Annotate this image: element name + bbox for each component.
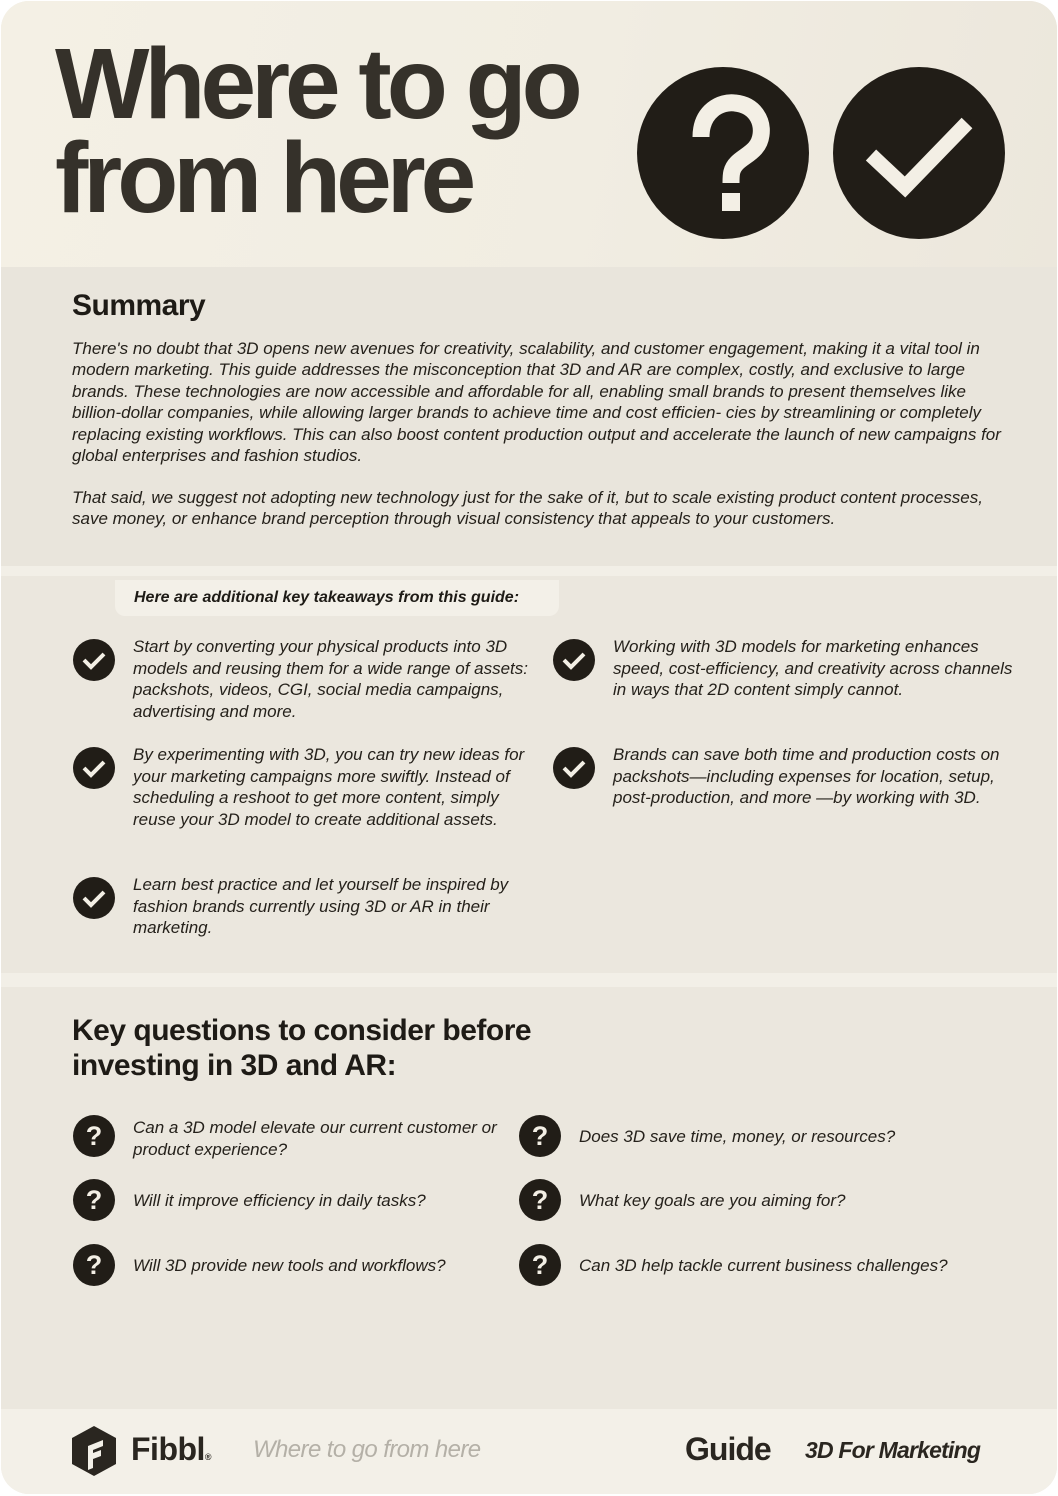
checkmark-icon — [73, 747, 115, 789]
brand-wordmark: Fibbl — [131, 1431, 205, 1467]
question-mark-icon — [637, 67, 809, 239]
summary-paragraph: There's no doubt that 3D opens new avenues for creativity, scalability, and customer engagement, making it a vital tool in modern marketing. This guide addresses the misconception that 3D and AR are complex, costly, and exclusive to large brands. These technologies are now accessible and affordable for all, enabling small brands to present themselves like billion-dollar companies, while allowing larger brands to achieve time and cost efficien- cies by streamlining or completely replacing existing workflows. This can also boost content production output and accelerate the launch of new campaigns for global enterprises and fashion studios. — [72, 339, 1001, 466]
question-text: Does 3D save time, money, or resources? — [579, 1127, 896, 1146]
takeaway-text: Working with 3D models for marketing enhances speed, cost-efficiency, and creativity across channels in ways that 2D content simply cannot. — [613, 637, 1013, 699]
checkmark-icon — [553, 747, 595, 789]
header — [1, 1, 1057, 267]
checkmark-icon — [833, 67, 1005, 239]
section-divider — [1, 973, 1057, 987]
brand-name — [131, 1431, 211, 1468]
summary-section — [1, 267, 1057, 566]
checkmark-icon — [553, 639, 595, 681]
question-mark-icon: ? — [73, 1115, 115, 1157]
question-mark-icon: ? — [73, 1179, 115, 1221]
question-text: Will it improve efficiency in daily tasks? — [133, 1191, 426, 1210]
takeaway-text: Start by converting your physical products into 3D models and reusing them for a wide range of assets: packshots, videos, CGI, social media campaigns, advertising and more. — [133, 637, 528, 721]
takeaway-text: Brands can save both time and production costs on packshots—including expenses for location, setup, post-production, and more —by working with 3D. — [613, 745, 1000, 807]
section-divider — [1, 566, 1057, 576]
footer-document-title: Where to go from here — [253, 1436, 481, 1463]
takeaways-tag — [115, 580, 559, 616]
takeaway-text: Learn best practice and let yourself be inspired by fashion brands currently using 3D or AR in their marketing. — [133, 875, 509, 937]
takeaways-intro: Here are additional key takeaways from this guide: — [134, 589, 520, 606]
questions-heading: Key questions to consider before investing in 3D and AR: — [72, 1014, 532, 1082]
questions-section — [1, 987, 1057, 1409]
checkmark-icon — [73, 877, 115, 919]
question-mark-icon: ? — [519, 1115, 561, 1157]
footer-label: Guide — [685, 1431, 771, 1467]
summary-paragraph: That said, we suggest not adopting new technology just for the sake of it, but to scale existing product content processes, save money, or enhance brand perception through visual consistency that appeals to your customers. — [72, 488, 983, 529]
takeaway-text: By experimenting with 3D, you can try new ideas for your marketing campaigns more swiftly. Instead of scheduling a reshoot to get more content, simply reuse your 3D model to create additional assets. — [133, 745, 525, 829]
question-mark-icon: ? — [73, 1244, 115, 1286]
question-mark-icon: ? — [519, 1179, 561, 1221]
guide-page — [1, 1, 1057, 1494]
checkmark-icon — [73, 639, 115, 681]
question-text: Will 3D provide new tools and workflows? — [133, 1256, 446, 1275]
question-text: Can a 3D model elevate our current customer or product experience? — [133, 1118, 497, 1159]
footer-subtitle: 3D For Marketing — [805, 1437, 981, 1463]
page-title: Where to go from here — [55, 28, 578, 234]
fibbl-logo-icon — [69, 1424, 119, 1483]
question-text: What key goals are you aiming for? — [579, 1191, 846, 1210]
registered-mark: ® — [204, 1452, 212, 1462]
question-mark-icon: ? — [519, 1244, 561, 1286]
footer — [1, 1409, 1057, 1494]
takeaways-section — [1, 576, 1057, 973]
summary-heading: Summary — [72, 289, 206, 322]
question-text: Can 3D help tackle current business challenges? — [579, 1256, 948, 1275]
